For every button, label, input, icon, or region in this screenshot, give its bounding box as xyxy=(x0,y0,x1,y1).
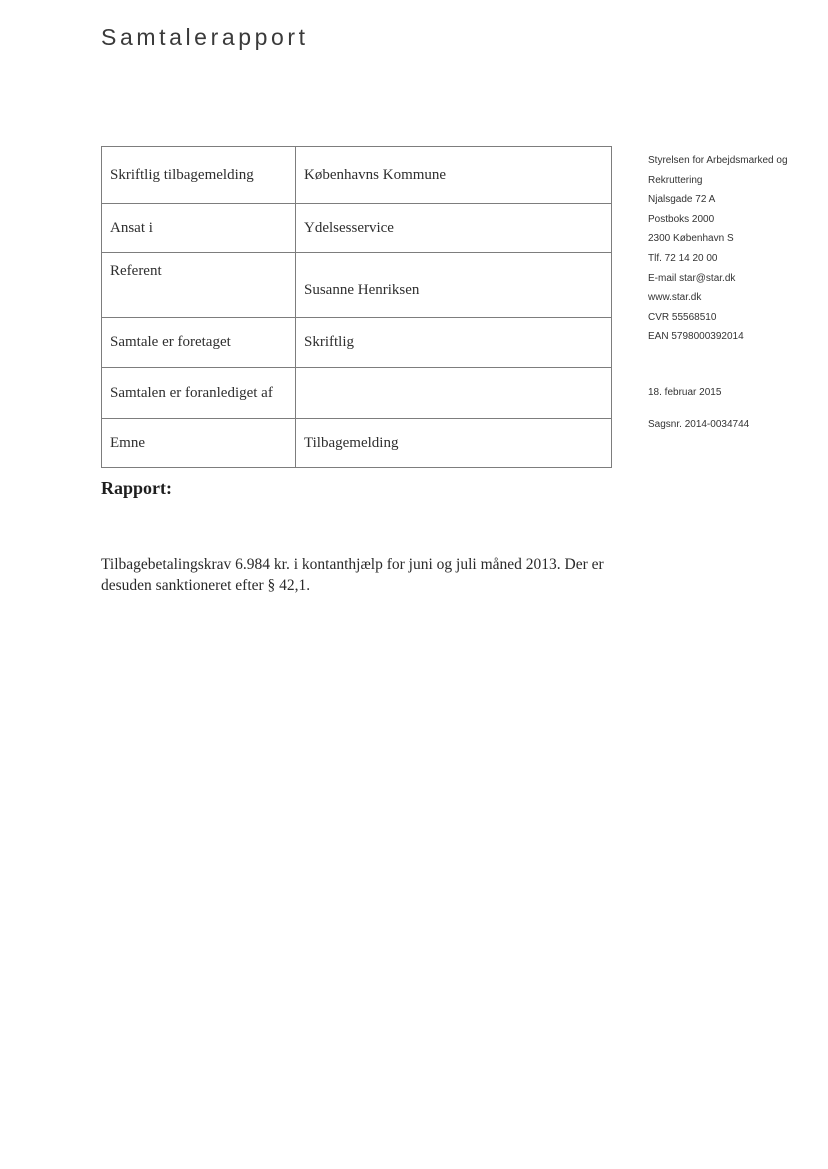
row-label: Ansat i xyxy=(102,204,296,253)
email: E-mail star@star.dk xyxy=(648,272,736,284)
table-row xyxy=(102,318,612,368)
phone: Tlf. 72 14 20 00 xyxy=(648,252,718,264)
row-value xyxy=(296,368,612,419)
conversation-info-table xyxy=(101,146,612,468)
table-row xyxy=(102,419,612,468)
report-body xyxy=(101,554,621,596)
street-address: Njalsgade 72 A xyxy=(648,194,716,206)
report-body-line1: Tilbagebetalingskrav 6.984 kr. i kontanthjælp for juni og juli måned 2013. Der er xyxy=(101,556,604,573)
row-value: Københavns Kommune xyxy=(296,147,612,204)
ean-number: EAN 5798000392014 xyxy=(648,331,744,343)
table-row xyxy=(102,147,612,204)
table-row xyxy=(102,204,612,253)
document-title: Samtalerapport xyxy=(101,24,309,50)
row-value: Susanne Henriksen xyxy=(296,253,612,318)
table-row xyxy=(102,368,612,419)
document-date: 18. februar 2015 xyxy=(648,387,722,398)
report-heading: Rapport: xyxy=(101,478,172,498)
sender-sidebar xyxy=(648,151,818,430)
row-value: Ydelsesservice xyxy=(296,204,612,253)
row-label: Samtale er foretaget xyxy=(102,318,296,368)
case-number: Sagsnr. 2014-0034744 xyxy=(648,419,750,430)
org-name-line2: Rekruttering xyxy=(648,174,703,186)
cvr-number: CVR 55568510 xyxy=(648,311,717,323)
org-name-line1: Styrelsen for Arbejdsmarked og xyxy=(648,155,788,166)
row-label: Skriftlig tilbagemelding xyxy=(102,147,296,204)
row-value: Tilbagemelding xyxy=(296,419,612,468)
row-label: Samtalen er foranlediget af xyxy=(102,368,296,419)
website: www.star.dk xyxy=(648,292,702,304)
row-label: Emne xyxy=(102,419,296,468)
table-row xyxy=(102,253,612,318)
row-label: Referent xyxy=(102,253,296,318)
report-body-line2: desuden sanktioneret efter § 42,1. xyxy=(101,577,311,594)
row-value: Skriftlig xyxy=(296,318,612,368)
po-box: Postboks 2000 xyxy=(648,213,715,225)
postal-city: 2300 København S xyxy=(648,233,734,245)
